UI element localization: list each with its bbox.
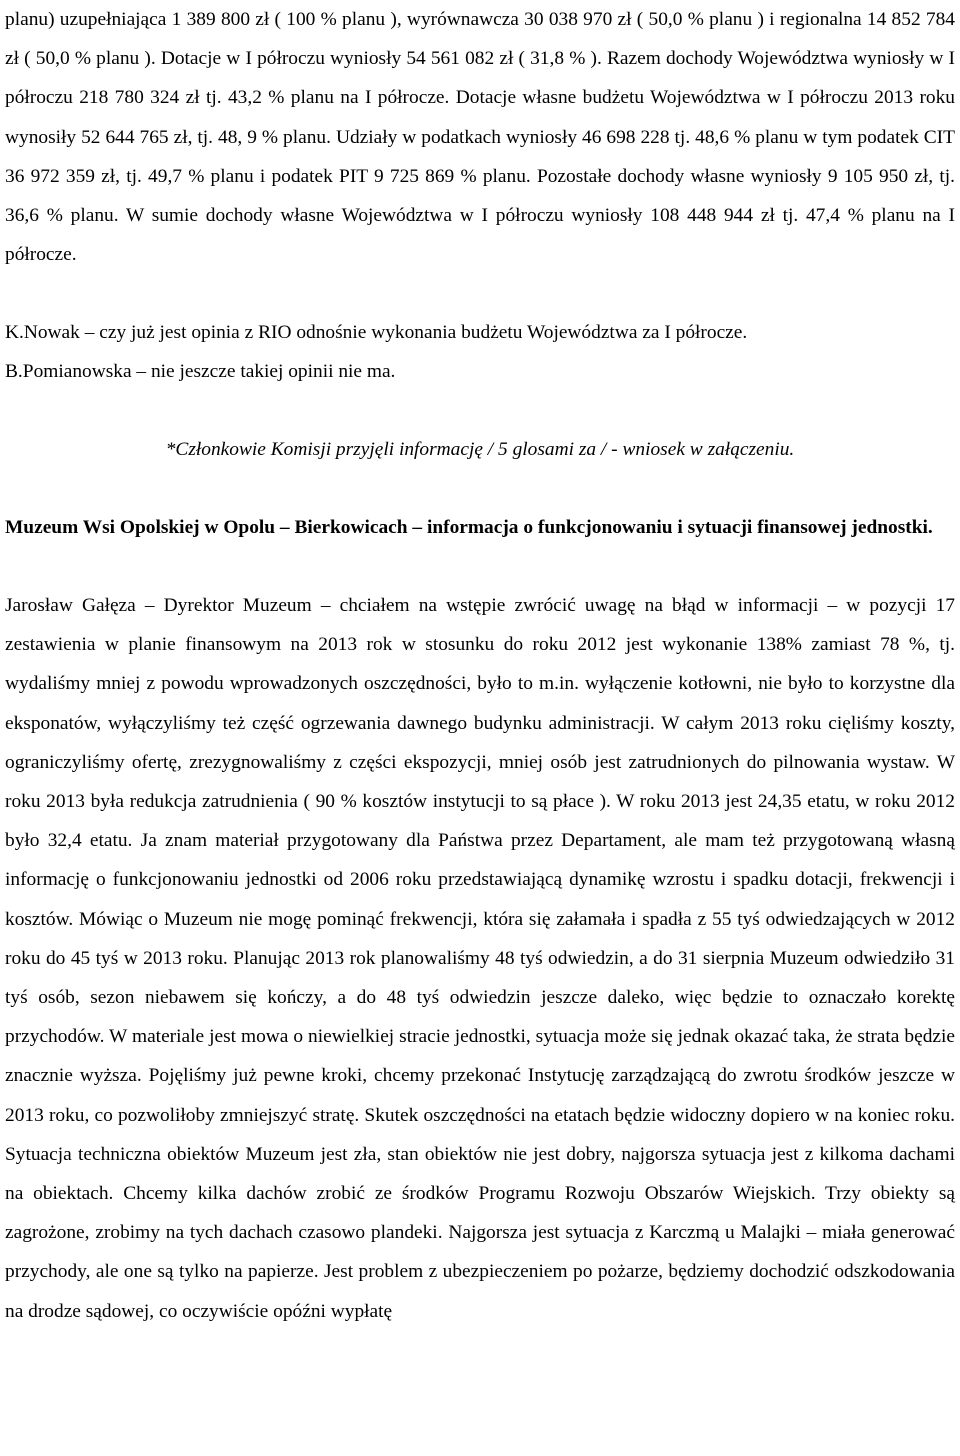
director-statement-paragraph: Jarosław Gałęza – Dyrektor Muzeum – chciałem na wstępie zwrócić uwagę na błąd w informacji – w pozycji 17 zestawienia w planie finansowym na 2013 rok w stosunku do roku 2012 jest wykonanie 138% zamiast 78 %, tj. wydaliśmy mniej z powodu wprowadzonych oszczędności, było to m.in. wyłączenie kotłowni, nie było to korzystne dla eksponatów, wyłączyliśmy też część ogrzewania dawnego budynku administracji. W całym 2013 roku cięliśmy koszty, ograniczyliśmy ofertę, zrezygnowaliśmy z części ekspozycji, mniej osób jest zatrudnionych do pilnowania wystaw. W roku 2013 była redukcja zatrudnienia ( 90 % kosztów instytucji to są płace ). W roku 2013 jest 24,35 etatu, w roku 2012 było 32,4 etatu. Ja znam materiał przygotowany dla Państwa przez Departament, ale mam też przygotowaną własną informację o funkcjonowaniu jednostki od 2006 roku przedstawiającą dynamikę wzrostu i spadku dotacji, frekwencji i kosztów. Mówiąc o Muzeum nie mogę pominąć frekwencji, która się załamała i spadła z 55 tyś odwiedzających w 2012 roku do 45 tyś w 2013 roku. Planując 2013 rok planowaliśmy 48 tyś odwiedzin, a do 31 sierpnia Muzeum odwiedziło 31 tyś osób, sezon niebawem się kończy, a do 48 tyś odwiedzin jeszcze daleko, więc będzie to oznaczało korektę przychodów. W materiale jest mowa o niewielkiej stracie jednostki, sytuacja może się jednak okazać taka, że strata będzie znacznie wyższa. Pojęliśmy już pewne kroki, chcemy przekonać Instytucję zarządzającą do zwrotu środków jeszcze w 2013 roku, co pozwoliłoby zmniejszyć stratę. Skutek oszczędności na etatach będzie widoczny dopiero w na koniec roku. Sytuacja techniczna obiektów Muzeum jest zła, stan obiektów nie jest dobry, najgorsza sytuacja jest z kilkoma dachami na obiektach. Chcemy kilka dachów zrobić ze środków Programu Rozwoju Obszarów Wiejskich. Trzy obiekty są zagrożone, zrobimy na tych dachach czasowo plandeki. Najgorsza jest sytuacja z Karczmą u Malajki – miała generować przychody, ale one są tylko na papierze. Jest problem z ubezpieczeniem po pożarze, będziemy dochodzić odszkodowania na drodze sądowej, co oczywiście opóźni wypłatę	[5, 595, 955, 1322]
pomianowska-answer-line: B.Pomianowska – nie jeszcze takiej opinii nie ma.	[5, 361, 396, 382]
nowak-question-line: K.Nowak – czy już jest opinia z RIO odnośnie wykonania budżetu Województwa za I półrocze.	[5, 322, 748, 343]
committee-resolution-line: *Członkowie Komisji przyjęli informację / 5 glosami za / - wniosek w załączeniu.	[165, 439, 795, 460]
budget-continuation-paragraph: planu) uzupełniająca 1 389 800 zł ( 100 % planu ), wyrównawcza 30 038 970 zł ( 50,0 % planu ) i regionalna 14 852 784 zł ( 50,0 % planu ). Dotacje w I półroczu wyniosły 54 561 082 zł ( 31,8 % ). Razem dochody Województwa wyniosły w I półroczu 218 780 324 zł tj. 43,2 % planu na I półrocze. Dotacje własne budżetu Województwa w I półroczu 2013 roku wynosiły 52 644 765 zł, tj. 48, 9 % planu. Udziały w podatkach wyniosły 46 698 228 tj. 48,6 % planu w tym podatek CIT 36 972 359 zł, tj. 49,7 % planu i podatek PIT 9 725 869 % planu. Pozostałe dochody własne wyniosły 9 105 950 zł, tj. 36,6 % planu. W sumie dochody własne Województwa w I półroczu wyniosły 108 448 944 zł tj. 47,4 % planu na I półrocze.	[5, 9, 955, 266]
museum-section-heading: Muzeum Wsi Opolskiej w Opolu – Bierkowicach – informacja o funkcjonowaniu i sytuacji finansowej jednostki.	[5, 517, 933, 538]
